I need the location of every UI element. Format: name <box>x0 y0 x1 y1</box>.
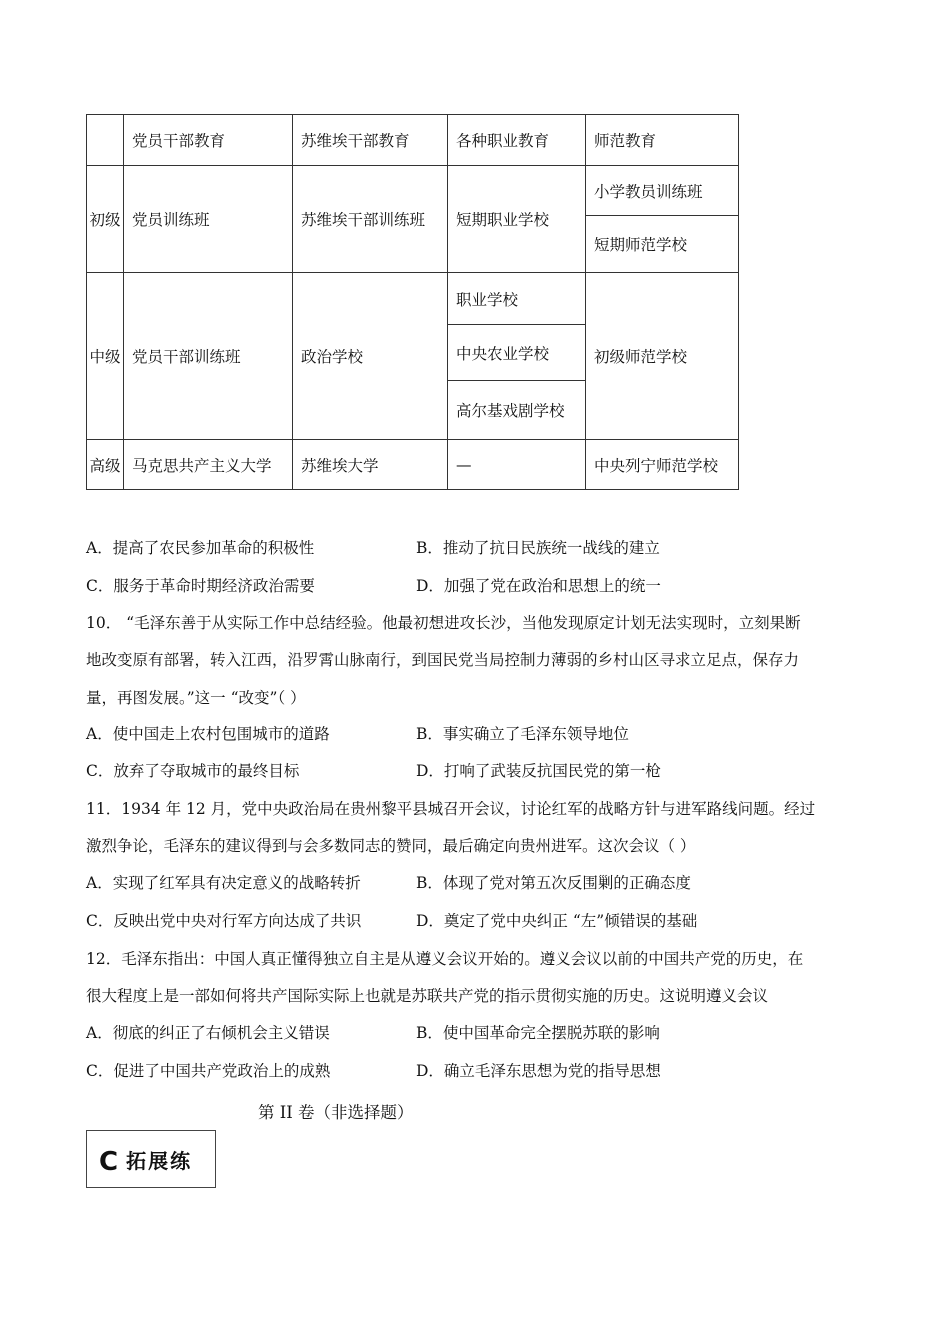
q11-option-d: D．奠定了党中央纠正 “左”倾错误的基础 <box>416 912 698 930</box>
table-row <box>87 166 739 216</box>
level-cell: 初级 <box>87 166 124 273</box>
header-party-cadre: 党员干部教育 <box>124 115 293 166</box>
q10-stem-line: 10． “毛泽东善于从实际工作中总结经验。他最初想进攻长沙，当他发现原定计划无法实现时，立刻果断 <box>86 614 801 632</box>
q10-option-c: C．放弃了夺取城市的最终目标 <box>86 762 300 780</box>
q11-stem-line: 激烈争论，毛泽东的建议得到与会多数同志的赞同，最后确定向贵州进军。这次会议（ ） <box>86 837 696 855</box>
table-row <box>87 273 739 325</box>
q9-option-c: C．服务于革命时期经济政治需要 <box>86 577 315 595</box>
badge-label: 拓展练 <box>126 1149 193 1173</box>
q10-option-a: A．使中国走上农村包围城市的道路 <box>86 725 330 743</box>
header-vocational: 各种职业教育 <box>448 115 586 166</box>
q12-option-c: C．促进了中国共产党政治上的成熟 <box>86 1062 331 1080</box>
q9-option-d: D．加强了党在政治和思想上的统一 <box>416 577 661 595</box>
q10-option-b: B．事实确立了毛泽东领导地位 <box>416 725 629 743</box>
section-title: 第 II 卷（非选择题） <box>258 1103 414 1122</box>
table-row <box>87 440 739 490</box>
table-cell: 短期师范学校 <box>586 216 739 273</box>
level-cell: 高级 <box>87 440 124 490</box>
table-cell: 苏维埃大学 <box>293 440 448 490</box>
q12-stem-line: 很大程度上是一部如何将共产国际实际上也就是苏联共产党的指示贯彻实施的历史。这说明遵义会议 <box>86 987 769 1005</box>
table-cell: 中央农业学校 <box>448 325 586 381</box>
table-cell: 党员干部训练班 <box>124 273 293 440</box>
q11-option-b: B．体现了党对第五次反围剿的正确态度 <box>416 874 691 892</box>
table-cell: 小学教员训练班 <box>586 166 739 216</box>
header-soviet-cadre: 苏维埃干部教育 <box>293 115 448 166</box>
q12-option-a: A．彻底的纠正了右倾机会主义错误 <box>86 1024 330 1042</box>
q10-option-d: D．打响了武装反抗国民党的第一枪 <box>416 762 661 780</box>
q9-option-a: A．提高了农民参加革命的积极性 <box>86 539 315 557</box>
table-cell: 马克思共产主义大学 <box>124 440 293 490</box>
q12-option-b: B．使中国革命完全摆脱苏联的影响 <box>416 1024 660 1042</box>
education-table <box>86 114 739 490</box>
level-cell: 中级 <box>87 273 124 440</box>
q10-stem-line: 地改变原有部署，转入江西，沿罗霄山脉南行，到国民党当局控制力薄弱的乡村山区寻求立足点，保存力 <box>86 651 800 669</box>
q9-option-b: B．推动了抗日民族统一战线的建立 <box>416 539 660 557</box>
table-cell: 政治学校 <box>293 273 448 440</box>
table-cell: 高尔基戏剧学校 <box>448 381 586 440</box>
header-cell-empty <box>87 115 124 166</box>
q12-option-d: D．确立毛泽东思想为党的指导思想 <box>416 1062 661 1080</box>
badge-content <box>99 1145 192 1175</box>
table-cell: 苏维埃干部训练班 <box>293 166 448 273</box>
table-header-row <box>87 115 739 166</box>
badge-letter: C <box>99 1147 121 1177</box>
table-cell: 党员训练班 <box>124 166 293 273</box>
table-cell: 初级师范学校 <box>586 273 739 440</box>
header-normal: 师范教育 <box>586 115 739 166</box>
table-cell: 中央列宁师范学校 <box>586 440 739 490</box>
extension-practice-badge <box>86 1130 216 1188</box>
q11-stem-line: 11．1934 年 12 月，党中央政治局在贵州黎平县城召开会议，讨论红军的战略方针与进军路线问题。经过 <box>86 800 816 818</box>
q10-stem-line: 量，再图发展。”这一 “改变”（ ） <box>86 689 306 707</box>
table-cell: 短期职业学校 <box>448 166 586 273</box>
q12-stem-line: 12．毛泽东指出：中国人真正懂得独立自主是从遵义会议开始的。遵义会议以前的中国共产党的历史，在 <box>86 950 804 968</box>
table-cell: 职业学校 <box>448 273 586 325</box>
table-cell: — <box>448 440 586 490</box>
q11-option-c: C．反映出党中央对行军方向达成了共识 <box>86 912 362 930</box>
q11-option-a: A．实现了红军具有决定意义的战略转折 <box>86 874 361 892</box>
